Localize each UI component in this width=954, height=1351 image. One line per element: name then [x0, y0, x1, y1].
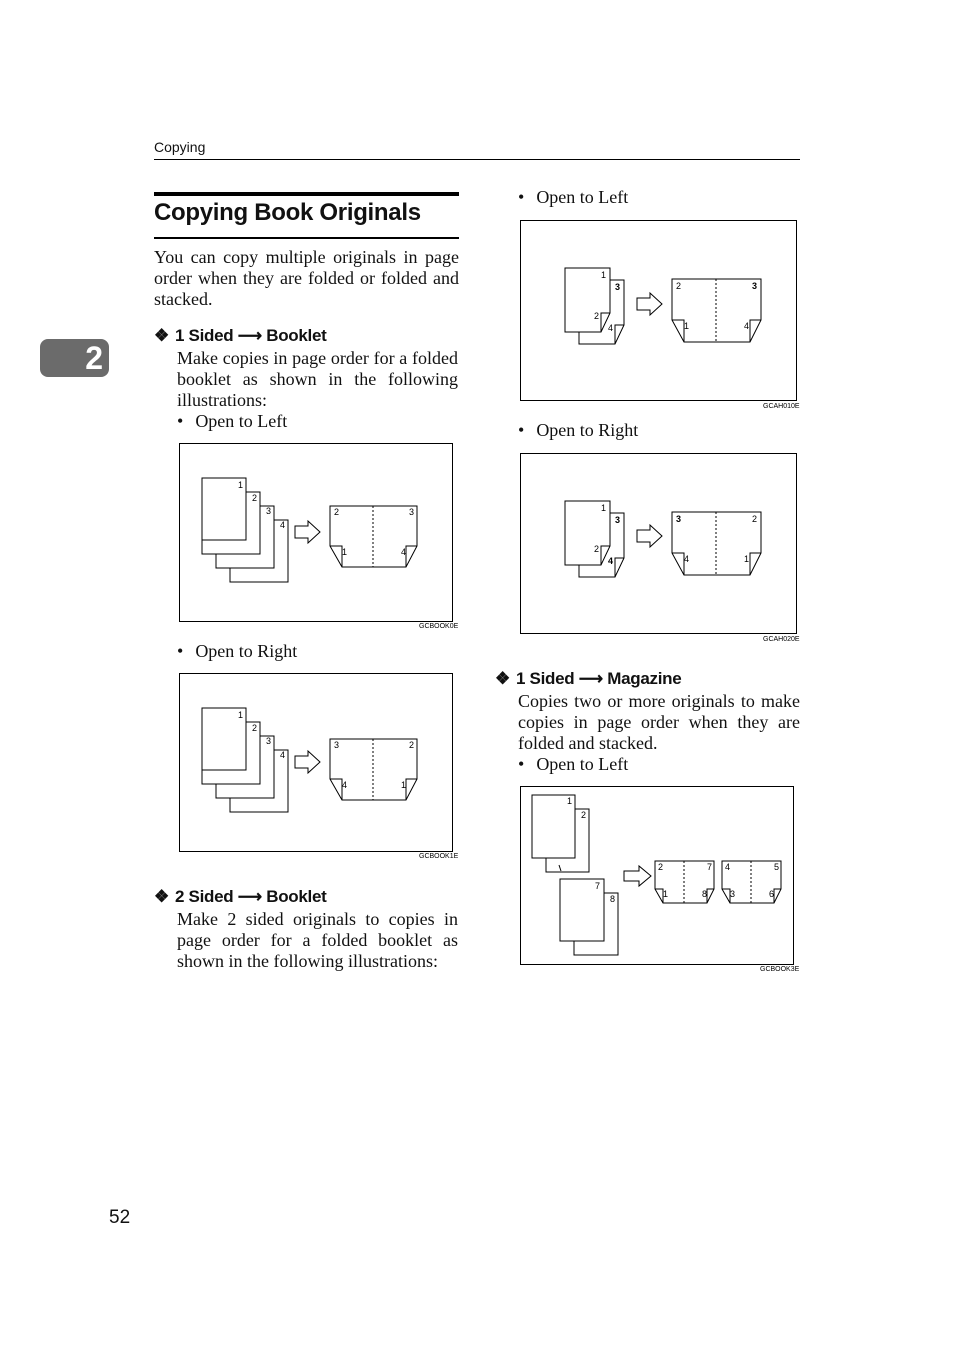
svg-text:3: 3 [615, 515, 621, 525]
svg-text:4: 4 [280, 750, 286, 760]
figure-1sided-booklet-right [179, 673, 453, 852]
svg-text:1: 1 [601, 270, 607, 280]
svg-text:2: 2 [252, 493, 258, 503]
svg-text:3: 3 [409, 507, 415, 517]
2sided-left-illustration [521, 221, 796, 400]
svg-text:3: 3 [615, 282, 621, 292]
section-text-2sided-booklet: Make 2 sided originals to copies in page order for a folded booklet as shown in the following illustrations: [177, 909, 458, 971]
svg-text:2: 2 [581, 810, 587, 820]
svg-text:1: 1 [744, 554, 750, 564]
intro-paragraph: You can copy multiple originals in page order when they are folded or folded and stacked. [154, 247, 459, 309]
svg-text:2: 2 [658, 862, 664, 872]
heading-text: 2 Sided ⟶ Booklet [174, 887, 327, 906]
chapter-tab: 2 [40, 339, 109, 377]
svg-text:4: 4 [342, 780, 348, 790]
figure-1sided-magazine-left [520, 786, 794, 965]
svg-text:1: 1 [342, 547, 348, 557]
svg-text:4: 4 [280, 520, 286, 530]
figure-code: GCAH020E [763, 636, 800, 643]
svg-text:1: 1 [401, 780, 407, 790]
svg-text:6: 6 [769, 889, 775, 899]
section-heading-2sided-booklet [154, 887, 326, 907]
svg-text:4: 4 [684, 554, 690, 564]
svg-text:4: 4 [401, 547, 407, 557]
svg-text:1: 1 [684, 321, 690, 331]
svg-text:1: 1 [238, 710, 244, 720]
magazine-left-illustration [521, 787, 793, 964]
figure-1sided-booklet-left [179, 443, 453, 622]
page-title: Copying Book Originals [154, 199, 421, 226]
svg-text:5: 5 [774, 862, 780, 872]
svg-text:4: 4 [608, 323, 614, 333]
svg-text:2: 2 [676, 281, 682, 291]
diamond-icon: ❖ [154, 887, 169, 906]
figure-code: GCBOOK0E [419, 623, 459, 630]
figure-2sided-booklet-left [520, 220, 797, 401]
running-header: Copying [154, 139, 206, 155]
svg-text:8: 8 [702, 889, 708, 899]
svg-text:8: 8 [610, 894, 616, 904]
svg-text:7: 7 [707, 862, 713, 872]
svg-text:2: 2 [252, 723, 258, 733]
svg-text:4: 4 [744, 321, 750, 331]
title-top-rule [154, 192, 459, 196]
bullet-open-left: • Open to Left [518, 187, 629, 207]
section-heading-1sided-booklet [154, 326, 326, 346]
svg-text:2: 2 [334, 507, 340, 517]
svg-text:2: 2 [594, 311, 600, 321]
booklet-left-illustration [180, 444, 452, 621]
svg-text:3: 3 [730, 889, 736, 899]
svg-text:2: 2 [409, 740, 415, 750]
svg-text:3: 3 [676, 514, 682, 524]
bullet-open-left: • Open to Left [177, 411, 288, 431]
diamond-icon: ❖ [495, 669, 510, 688]
svg-text:7: 7 [595, 881, 601, 891]
section-text-1sided-magazine: Copies two or more originals to make copies in page order when they are folded and stacked. [518, 691, 800, 753]
title-bottom-rule [154, 237, 459, 239]
figure-code: GCBOOK1E [419, 853, 459, 860]
svg-text:1: 1 [567, 796, 573, 806]
page-number: 52 [109, 1207, 131, 1228]
section-heading-1sided-magazine [495, 669, 681, 689]
svg-text:2: 2 [752, 514, 758, 524]
bullet-open-right: • Open to Right [518, 420, 639, 440]
svg-text:3: 3 [752, 281, 758, 291]
2sided-right-illustration [521, 454, 796, 633]
svg-text:1: 1 [238, 480, 244, 490]
figure-2sided-booklet-right [520, 453, 797, 634]
bullet-open-right: • Open to Right [177, 641, 298, 661]
svg-text:4: 4 [725, 862, 731, 872]
heading-text: 1 Sided ⟶ Booklet [174, 326, 327, 345]
svg-text:1: 1 [663, 889, 669, 899]
svg-text:2: 2 [594, 544, 600, 554]
svg-text:3: 3 [334, 740, 340, 750]
bullet-open-left: • Open to Left [518, 754, 629, 774]
heading-text: 1 Sided ⟶ Magazine [515, 669, 682, 688]
header-rule [154, 159, 800, 160]
svg-text:4: 4 [608, 556, 614, 566]
diamond-icon: ❖ [154, 326, 169, 345]
figure-code: GCBOOK3E [760, 966, 800, 973]
svg-text:1: 1 [601, 503, 607, 513]
booklet-right-illustration [180, 674, 452, 851]
svg-text:3: 3 [266, 736, 272, 746]
figure-code: GCAH010E [763, 403, 800, 410]
section-text-1sided-booklet: Make copies in page order for a folded booklet as shown in the following illustrations: [177, 348, 458, 410]
svg-text:3: 3 [266, 506, 272, 516]
